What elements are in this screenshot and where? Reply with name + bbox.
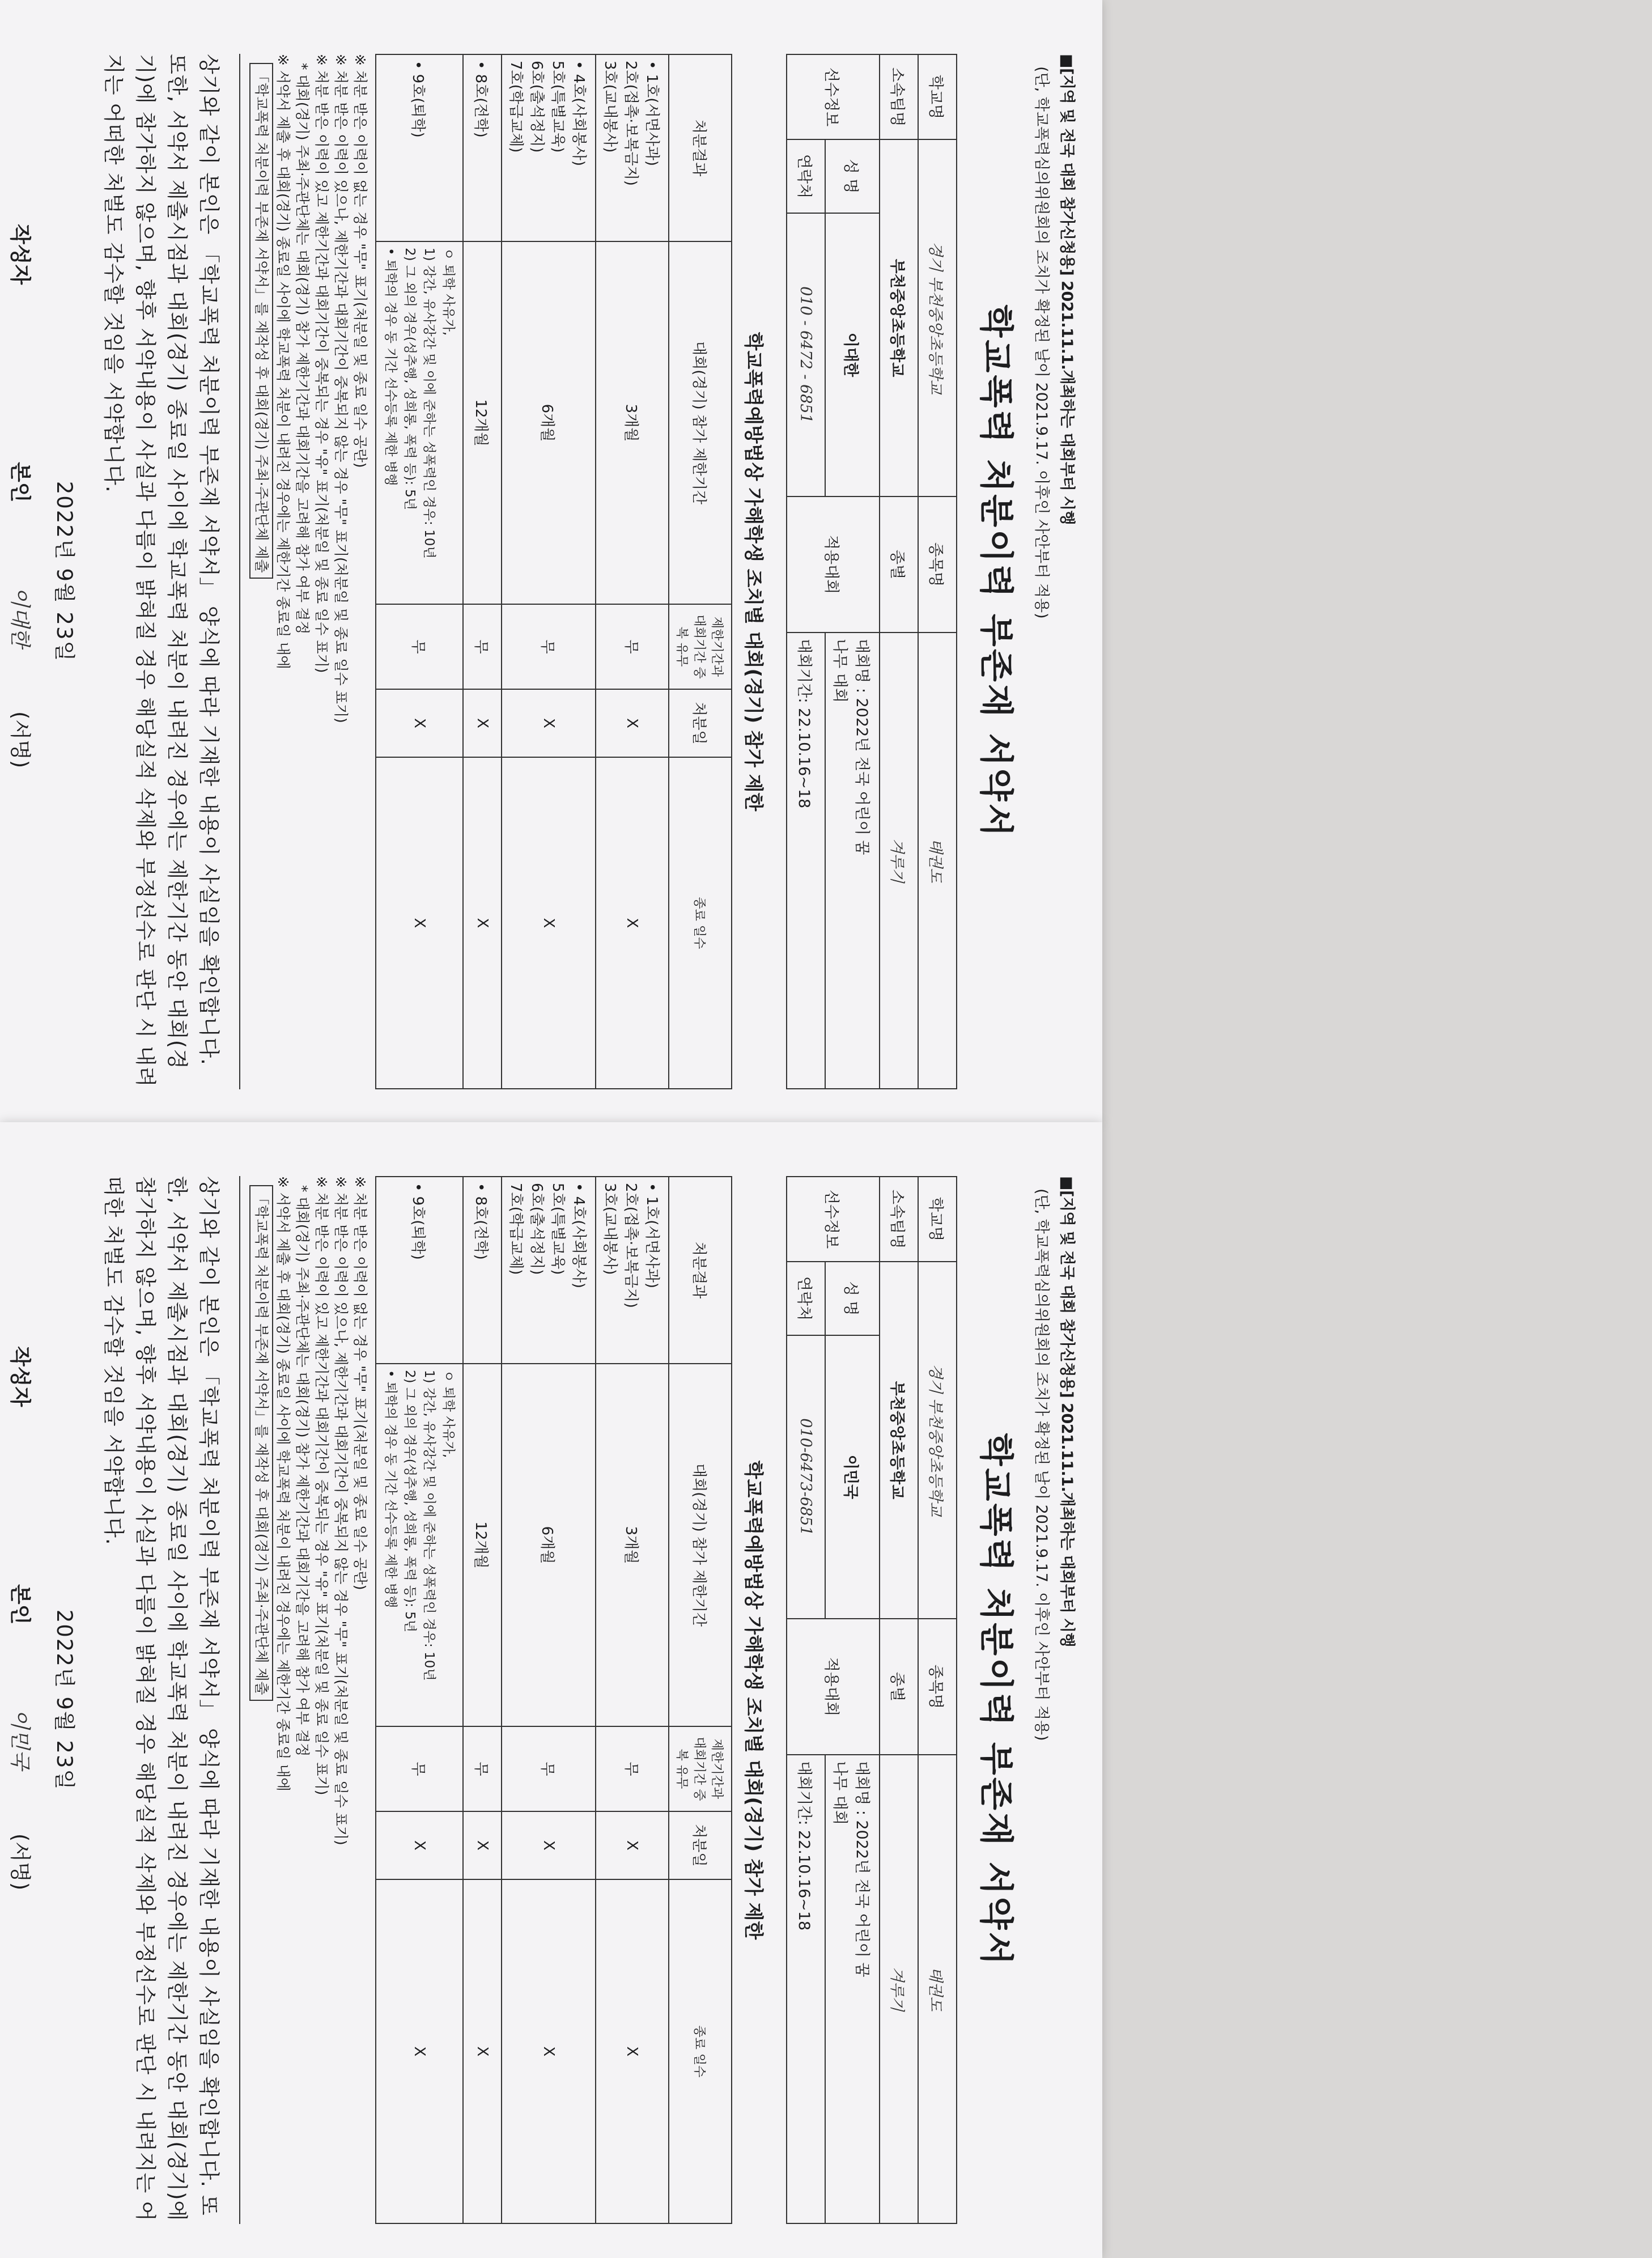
row-date: X — [596, 1811, 669, 1879]
player-info-table — [786, 1176, 957, 2224]
note-6: 「학교폭력 처분이력 부존재 서약서」를 재작성 후 대회(경기) 주최·주관단체 제출 — [249, 1185, 273, 1701]
team-value: 부천중앙초등학교 — [880, 1262, 918, 1619]
row-overlap: 무 — [376, 1726, 463, 1811]
row-period: 6개월 — [502, 241, 596, 604]
player-label: 선수정보 — [787, 54, 880, 139]
sheet-content — [8, 1176, 1080, 2224]
note-5: ※ 서약서 제출 후 대회(경기) 종료일 사이에 학교폭력 처분이 내려진 경우에는 제한기간 종료일 내에 — [275, 54, 291, 669]
pledge-body: 상기와 같이 본인은 「학교폭력 처분이력 부존재 서약서」 양식에 따라 기재한 내용이 사실임을 확인합니다. 또한, 서약서 제출시점과 대회(경기) 종료일 사이에 학교폭력 처분이 내려진 경우에는 제한기간 동안 대회(경기)에 참가하지 않으며, 향후 서약내용이 사실과 다름이 밝혀질 경우 해당실적 삭제와 부정선수로 판단 시 내려지는 어떠한 처벌도 감수할 것임을 서약합니다. — [101, 1176, 221, 2222]
notes — [249, 1176, 370, 2224]
contact-label: 연락처 — [787, 139, 825, 213]
note-5: ※ 서약서 제출 후 대회(경기) 종료일 사이에 학교폭력 처분이 내려진 경우에는 제한기간 종료일 내에 — [275, 1176, 291, 1792]
header-line-2: (단, 학교폭력심의위원회의 조치가 확정된 날이 2021.9.17. 이후인 사안부터 적용) — [1033, 1189, 1050, 1741]
note-1: ※ 처분 받은 이력이 없는 경우 "무" 표기(처분일 및 종료 일수 공란) — [352, 1176, 368, 1590]
contact-value: 010-6473-6851 — [787, 1335, 825, 1619]
row-end: X — [502, 757, 596, 1089]
row-date: X — [463, 1811, 502, 1879]
sport-label: 종목명 — [918, 1619, 957, 1755]
limit-header-overlap: 제한기간과 대회기간 중복 유무 — [669, 1726, 732, 1811]
self-sign: (서명) — [8, 711, 32, 769]
row-result: • 1호(서면사과) 2호(접촉·보복금지) 3호(교내봉사) — [596, 1177, 669, 1364]
apply-label: 적용대회 — [787, 1619, 880, 1755]
document-title: 학교폭력 처분이력 부존재 서약서 — [976, 304, 1016, 839]
sport-value: 태권도 — [918, 1755, 957, 2223]
author-label: 작성자 — [8, 224, 32, 285]
row-result: • 8호(전학) — [463, 54, 502, 241]
table-row — [376, 54, 463, 1089]
pledge-sheet-1 — [0, 0, 1102, 1123]
table-row — [596, 54, 669, 1089]
contact-value: 010 - 6472 - 6851 — [787, 213, 825, 496]
name-label: 성 명 — [825, 1262, 880, 1335]
row-overlap: 무 — [502, 1726, 596, 1811]
row-overlap: 무 — [463, 1726, 502, 1811]
header-line-1: ■[지역 및 전국 대회 참가신청용] 2021.11.1.개최하는 대회부터 시행 — [1058, 54, 1076, 525]
pledge-date: 2022년 9월 23일 — [52, 1609, 77, 1791]
limit-header-result: 처분결과 — [669, 54, 732, 241]
row-overlap: 무 — [376, 604, 463, 689]
note-3: ※ 처분 받은 이력이 있고 제한기간과 대회기간이 중복되는 경우 "유" 표기(처분일 및 종료 일수 표기) — [313, 1176, 330, 1796]
contact-label: 연락처 — [787, 1262, 825, 1335]
school-value: 경기 부천중앙초등학교 — [918, 1262, 957, 1619]
self-sign: (서명) — [8, 1833, 32, 1891]
self-label: 본인 — [8, 462, 32, 503]
self-name: 이민국 — [8, 1709, 32, 1770]
self-name: 이대한 — [8, 587, 32, 648]
pledge-date: 2022년 9월 23일 — [52, 481, 77, 663]
note-2: ※ 처분 받은 이력이 있으나, 제한기간과 대회기간이 중복되지 않는 경우 "무" 표기(처분일 및 종료 일수 표기) — [333, 1176, 349, 1845]
limit-header-date: 처분일 — [669, 689, 732, 757]
contest-name — [825, 633, 880, 1089]
sheet-content — [8, 54, 1080, 1089]
row-result: • 9호(퇴학) — [376, 54, 463, 241]
sport-label: 종목명 — [918, 496, 957, 633]
limit-header-result: 처분결과 — [669, 1177, 732, 1364]
contest-period: 대회기간: 22.10.16~18 — [787, 633, 825, 1089]
row-period: ㅇ 퇴학 사유가, 1) 강간, 유사강간 및 이에 준하는 성폭력인 경우: 10년 2) 그 외의 경우(성추행, 성희롱, 폭력 등): 5년 • 퇴학의 경우 동 기간 선수등록 제한 병행 — [376, 1364, 463, 1726]
note-1: ※ 처분 받은 이력이 없는 경우 "무" 표기(처분일 및 종료 일수 공란) — [352, 54, 368, 468]
row-date: X — [596, 689, 669, 757]
contest-name — [825, 1755, 880, 2223]
contest-line-2: 나무 대회 — [831, 1761, 848, 1825]
note-6: 「학교폭력 처분이력 부존재 서약서」를 재작성 후 대회(경기) 주최·주관단체 제출 — [249, 63, 273, 579]
table-row — [463, 54, 502, 1089]
limit-header-end: 종료 일수 — [669, 1879, 732, 2223]
row-end: X — [463, 757, 502, 1089]
limit-header-period: 대회(경기) 참가 제한기간 — [669, 1364, 732, 1726]
row-period: 6개월 — [502, 1364, 596, 1726]
name-label: 성 명 — [825, 139, 880, 213]
row-overlap: 무 — [502, 604, 596, 689]
row-result: • 4호(사회봉사) 5호(특별교육) 6호(출석정지) 7호(학급교체) — [502, 1177, 596, 1364]
row-period: 12개월 — [463, 1364, 502, 1726]
row-date: X — [376, 689, 463, 757]
row-overlap: 무 — [596, 604, 669, 689]
row-result: • 9호(퇴학) — [376, 1177, 463, 1364]
note-4: * 대회(경기) 주최·주관단체는 대회(경기) 참가 제한기간과 대회기간을 고려해 참가 여부 결정 — [294, 63, 311, 635]
school-label: 학교명 — [918, 1177, 957, 1262]
row-result: • 8호(전학) — [463, 1177, 502, 1364]
event-label: 종별 — [880, 1619, 918, 1755]
row-date: X — [502, 689, 596, 757]
sport-value: 태권도 — [918, 633, 957, 1089]
school-label: 학교명 — [918, 54, 957, 139]
player-info-table — [786, 54, 957, 1089]
name-value: 이대한 — [825, 213, 880, 496]
row-date: X — [376, 1811, 463, 1879]
row-result: • 4호(사회봉사) 5호(특별교육) 6호(출석정지) 7호(학급교체) — [502, 54, 596, 241]
table-row — [502, 54, 596, 1089]
pledge-body: 상기와 같이 본인은 「학교폭력 처분이력 부존재 서약서」 양식에 따라 기재한 내용이 사실임을 확인합니다. 또한, 서약서 제출시점과 대회(경기) 종료일 사이에 학교폭력 처분이 내려진 경우에는 제한기간 동안 대회(경기)에 참가하지 않으며, 향후 서약내용이 사실과 다름이 밝혀질 경우 해당실적 삭제와 부정선수로 판단 시 내려지는 어떠한 처벌도 감수할 것임을 서약합니다. — [101, 54, 221, 1088]
limit-header-date: 처분일 — [669, 1811, 732, 1879]
limit-header-period: 대회(경기) 참가 제한기간 — [669, 241, 732, 604]
divider — [239, 54, 240, 1089]
limit-header-end: 종료 일수 — [669, 757, 732, 1089]
document-title: 학교폭력 처분이력 부존재 서약서 — [976, 1433, 1016, 1967]
row-overlap: 무 — [463, 604, 502, 689]
table-row — [502, 1177, 596, 2223]
self-label: 본인 — [8, 1584, 32, 1625]
contest-line-1: 대회명 : 2022년 전국 어린이 꿈 — [853, 1761, 870, 1977]
row-overlap: 무 — [596, 1726, 669, 1811]
row-period: 3개월 — [596, 1364, 669, 1726]
limit-subtitle: 학교폭력예방법상 가해학생 조치별 대회(경기) 참가 제한 — [742, 1460, 765, 1940]
notes — [249, 54, 370, 1089]
row-period: 12개월 — [463, 241, 502, 604]
limit-subtitle: 학교폭력예방법상 가해학생 조치별 대회(경기) 참가 제한 — [742, 332, 765, 812]
team-label: 소속팀명 — [880, 1177, 918, 1262]
player-label: 선수정보 — [787, 1177, 880, 1262]
limit-table — [375, 1176, 732, 2224]
header-line-1: ■[지역 및 전국 대회 참가신청용] 2021.11.1.개최하는 대회부터 시행 — [1058, 1176, 1076, 1648]
row-period: ㅇ 퇴학 사유가, 1) 강간, 유사강간 및 이에 준하는 성폭력인 경우: 10년 2) 그 외의 경우(성추행, 성희롱, 폭력 등): 5년 • 퇴학의 경우 동 기간 선수등록 제한 병행 — [376, 241, 463, 604]
row-end: X — [463, 1879, 502, 2223]
contest-period: 대회기간: 22.10.16~18 — [787, 1755, 825, 2223]
row-date: X — [463, 689, 502, 757]
row-result: • 1호(서면사과) 2호(접촉·보복금지) 3호(교내봉사) — [596, 54, 669, 241]
name-value: 이민국 — [825, 1335, 880, 1619]
divider — [239, 1176, 240, 2224]
row-end: X — [376, 757, 463, 1089]
event-value: 겨루기 — [880, 1755, 918, 2223]
pledge-sheet-2 — [0, 1122, 1102, 2258]
row-end: X — [502, 1879, 596, 2223]
school-value: 경기 부천중앙초등학교 — [918, 139, 957, 496]
event-label: 종별 — [880, 496, 918, 633]
row-end: X — [596, 757, 669, 1089]
header-line-2: (단, 학교폭력심의위원회의 조치가 확정된 날이 2021.9.17. 이후인 사안부터 적용) — [1033, 66, 1050, 619]
note-4: * 대회(경기) 주최·주관단체는 대회(경기) 참가 제한기간과 대회기간을 고려해 참가 여부 결정 — [294, 1185, 311, 1757]
apply-label: 적용대회 — [787, 496, 880, 633]
signature-block — [0, 54, 42, 1089]
table-row — [376, 1177, 463, 2223]
table-row — [463, 1177, 502, 2223]
limit-table — [375, 54, 732, 1089]
team-value: 부천중앙초등학교 — [880, 139, 918, 496]
author-label: 작성자 — [8, 1346, 32, 1407]
row-date: X — [502, 1811, 596, 1879]
table-row — [596, 1177, 669, 2223]
event-value: 겨루기 — [880, 633, 918, 1089]
team-label: 소속팀명 — [880, 54, 918, 139]
row-end: X — [596, 1879, 669, 2223]
contest-line-2: 나무 대회 — [831, 639, 848, 703]
contest-line-1: 대회명 : 2022년 전국 어린이 꿈 — [853, 639, 870, 855]
note-2: ※ 처분 받은 이력이 있으나, 제한기간과 대회기간이 중복되지 않는 경우 "무" 표기(처분일 및 종료 일수 표기) — [333, 54, 349, 723]
row-period: 3개월 — [596, 241, 669, 604]
limit-header-overlap: 제한기간과 대회기간 중복 유무 — [669, 604, 732, 689]
note-3: ※ 처분 받은 이력이 있고 제한기간과 대회기간이 중복되는 경우 "유" 표기(처분일 및 종료 일수 표기) — [313, 54, 330, 673]
row-end: X — [376, 1879, 463, 2223]
signature-block — [0, 1176, 42, 2224]
